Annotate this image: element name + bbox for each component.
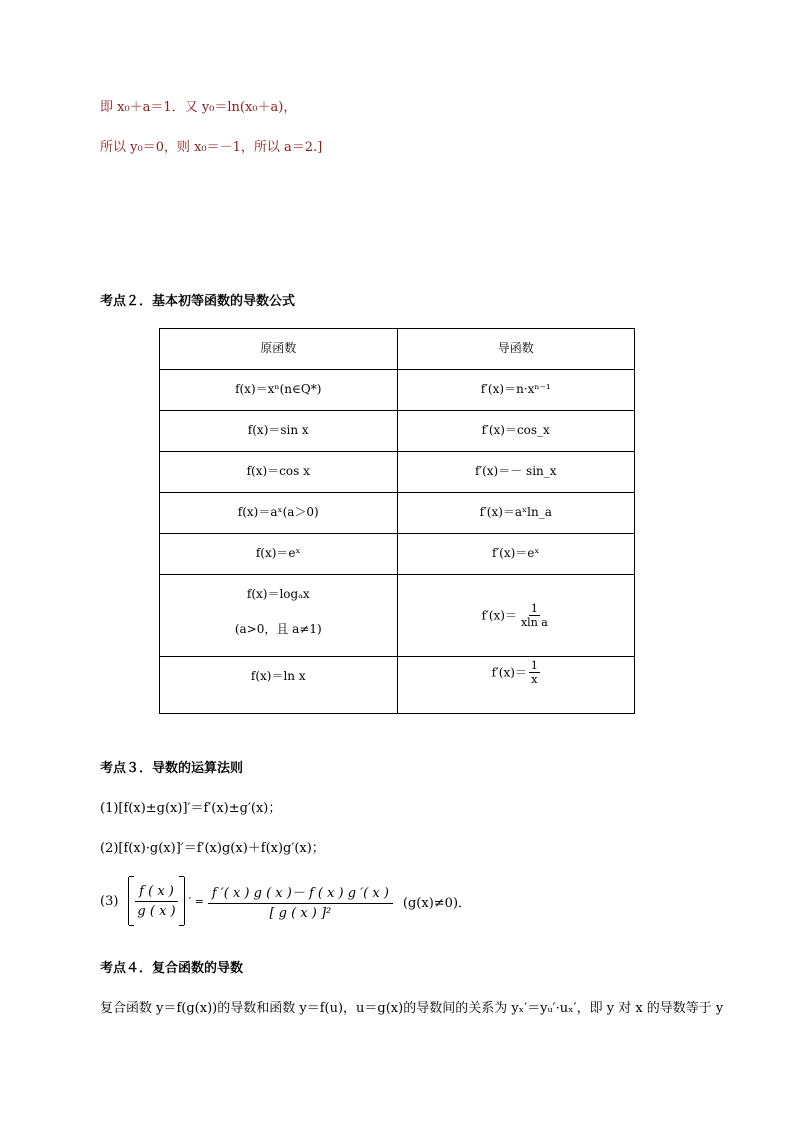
section4-heading: 考点４．复合函数的导数: [100, 961, 244, 976]
cell-orig: f(x)＝xⁿ(n∈Q*): [160, 370, 398, 411]
bracket-expression: [128, 877, 184, 925]
header-derivative: 导函数: [397, 329, 635, 370]
fraction: $\frac{1}{\text{xln a}}$: [520, 601, 548, 629]
cell-deriv: f′(x)＝eˣ: [397, 534, 635, 575]
cell-deriv-ln: [397, 657, 635, 714]
inner-fraction: $\frac{f ( x )}{g ( x )}$: [133, 884, 179, 919]
cell-orig-log: f(x)＝logₐx (a>0，且 a≠1): [160, 575, 398, 657]
intro-line-1: 即 x₀＋a＝1．又 y₀＝ln(x₀＋a)，: [100, 100, 297, 115]
fraction: $\frac{1}{x}$: [530, 659, 538, 686]
table-row: [160, 411, 635, 452]
cell-deriv: f′(x)＝cos_x: [397, 411, 635, 452]
cell-orig: f(x)＝sin x: [160, 411, 398, 452]
intro-line-2: 所以 y₀＝0，则 x₀＝－1，所以 a＝2.]: [100, 140, 323, 155]
table-row: [160, 452, 635, 493]
table-row: [160, 370, 635, 411]
table-row: [160, 493, 635, 534]
deriv-prefix: f′(x)＝: [481, 608, 517, 622]
table-row-ln: [160, 657, 635, 714]
log-condition: (a>0，且 a≠1): [234, 622, 322, 636]
rule-1: (1)[f(x)±g(x)]′＝f′(x)±g′(x)；: [100, 801, 282, 816]
section3-heading: 考点３．导数的运算法则: [100, 761, 244, 776]
quotient-rule: [100, 872, 471, 930]
header-original: 原函数: [160, 329, 398, 370]
rule-3-condition: (g(x)≠0)．: [402, 895, 472, 911]
cell-orig: f(x)＝eˣ: [160, 534, 398, 575]
cell-orig: f(x)＝cos x: [160, 452, 398, 493]
cell-orig-ln: f(x)＝ln x: [160, 657, 398, 714]
cell-deriv-log: [397, 575, 635, 657]
cell-deriv: f′(x)＝－ sin_x: [397, 452, 635, 493]
deriv-prefix: f′(x)＝: [491, 665, 527, 680]
cell-deriv: f′(x)＝aˣln_a: [397, 493, 635, 534]
section4-body: 复合函数 y＝f(g(x))的导数和函数 y＝f(u)，u＝g(x)的导数间的关系为 yₓ′＝yᵤ′·uₓ′，即 y 对 x 的导数等于 y: [100, 1001, 724, 1016]
table-header-row: [160, 329, 635, 370]
rule-2: (2)[f(x)·g(x)]′＝f′(x)g(x)＋f(x)g′(x)；: [100, 841, 325, 856]
cell-orig: f(x)＝aˣ(a＞0): [160, 493, 398, 534]
prime-equals: ′ =: [188, 894, 204, 908]
derivative-table: [159, 328, 635, 714]
table-row-log: [160, 575, 635, 657]
table-row: [160, 534, 635, 575]
cell-deriv: f′(x)＝n·xⁿ⁻¹: [397, 370, 635, 411]
rhs-fraction: $\frac{f '( x ) g ( x )- f ( x ) g '( x )}{\text{[ g ( x ) ]²}}$: [208, 882, 393, 921]
rule-3-label: (3): [100, 893, 119, 909]
section2-heading: 考点２．基本初等函数的导数公式: [100, 294, 296, 309]
